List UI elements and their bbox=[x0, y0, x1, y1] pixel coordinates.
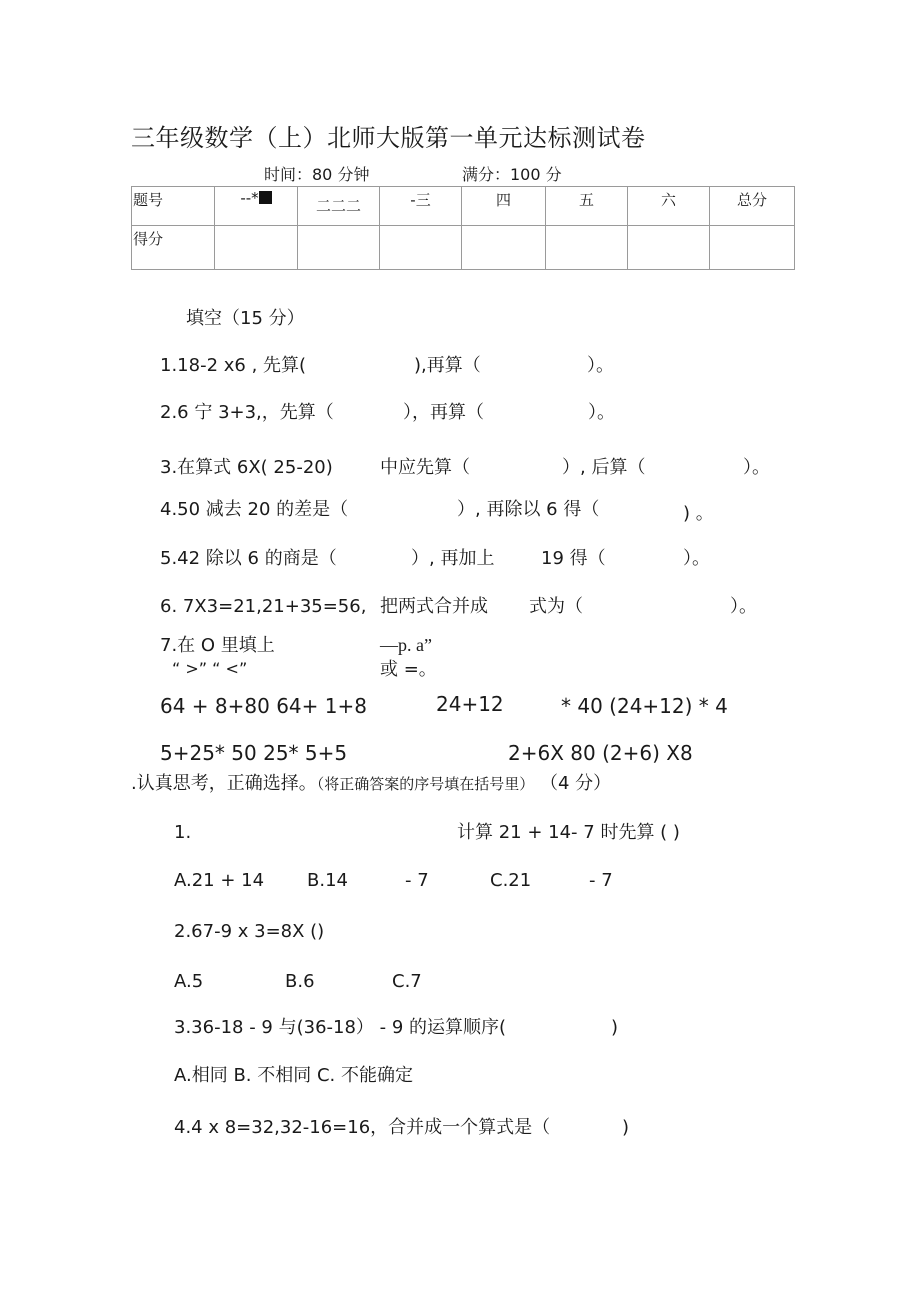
q2-part-b: ），再算（ bbox=[403, 402, 484, 423]
table-header-cell bbox=[215, 187, 298, 226]
compare-row1-c: * 40 (24+12) * 4 bbox=[561, 694, 728, 718]
section2-heading-score: （4 分） bbox=[539, 773, 612, 794]
exam-time: 时间：80 分钟 bbox=[264, 165, 370, 184]
choice-q1-number: 1. bbox=[174, 822, 192, 843]
choice-q2-text: 2.67-9 x 3=8X () bbox=[174, 921, 325, 942]
score-cell[interactable] bbox=[546, 226, 628, 270]
q5-part-c: 19 得（ bbox=[541, 548, 606, 569]
q1-part-c: ）。 bbox=[587, 355, 614, 376]
q3-part-b: 中应先算（ bbox=[380, 457, 470, 478]
q5-part-d: ）。 bbox=[683, 548, 710, 569]
choice-q4-close-paren: ) bbox=[622, 1117, 630, 1138]
choice-q1-option-a[interactable]: A.21 + 14 bbox=[174, 870, 265, 891]
q7-part-d: 或 =。 bbox=[380, 659, 437, 680]
q6-part-a: 6. 7X3=21,21+35=56, bbox=[160, 596, 367, 617]
score-cell[interactable] bbox=[298, 226, 380, 270]
q4-part-a: 4.50 减去 20 的差是（ bbox=[160, 499, 349, 520]
table-header-text: 二二二 bbox=[315, 197, 361, 215]
choice-q2-option-b[interactable]: B.6 bbox=[285, 971, 315, 992]
q1-part-b: ),再算（ bbox=[414, 355, 481, 376]
score-cell[interactable] bbox=[628, 226, 710, 270]
table-header-cell: 六 bbox=[628, 187, 710, 226]
q5-part-b: ）, 再加上 bbox=[411, 548, 495, 569]
compare-row1-b: 24+12 bbox=[436, 692, 504, 716]
q2-part-c: ）。 bbox=[588, 402, 615, 423]
table-row-label: 得分 bbox=[132, 226, 215, 270]
section1-heading: 填空（15 分） bbox=[186, 308, 305, 329]
q3-part-d: ）。 bbox=[743, 457, 770, 478]
table-header-cell: 题号 bbox=[132, 187, 215, 226]
page-title: 三年级数学（上）北师大版第一单元达标测试卷 bbox=[131, 124, 646, 152]
score-table-score-row bbox=[132, 226, 795, 270]
q4-part-c: ) 。 bbox=[683, 503, 714, 524]
choice-q2-option-c[interactable]: C.7 bbox=[392, 971, 422, 992]
table-header-cell: 总分 bbox=[710, 187, 795, 226]
choice-q1-option-c-tail: - 7 bbox=[589, 870, 613, 891]
redaction-block bbox=[259, 191, 272, 204]
choice-q1-option-b[interactable]: B.14 bbox=[307, 870, 348, 891]
q2-part-a: 2.6 宁 3+3,，先算（ bbox=[160, 402, 334, 423]
q6-part-b: 把两式合并成 bbox=[380, 596, 488, 617]
score-cell[interactable] bbox=[462, 226, 546, 270]
full-score: 满分：100 分 bbox=[462, 165, 562, 184]
table-header-cell: -三 bbox=[380, 187, 462, 226]
compare-row2-b: 2+6X 80 (2+6) X8 bbox=[508, 741, 693, 765]
table-header-cell bbox=[298, 187, 380, 226]
compare-row2-a: 5+25* 50 25* 5+5 bbox=[160, 741, 348, 765]
section2-heading-note: （将正确答案的序号填在括号里） bbox=[316, 775, 535, 793]
q6-part-c: 式为（ bbox=[529, 596, 583, 617]
q7-part-a: 7.在 O 里填上 bbox=[160, 635, 275, 656]
score-cell[interactable] bbox=[710, 226, 795, 270]
choice-q1-option-c[interactable]: C.21 bbox=[490, 870, 532, 891]
q3-part-c: ）, 后算（ bbox=[562, 457, 646, 478]
score-table bbox=[131, 186, 795, 270]
q7-part-b: —p. a” bbox=[380, 635, 432, 655]
table-header-cell: 五 bbox=[546, 187, 628, 226]
compare-row1-a: 64 + 8+80 64+ 1+8 bbox=[160, 694, 367, 718]
score-cell[interactable] bbox=[380, 226, 462, 270]
choice-q3-text: 3.36-18 - 9 与(36-18） - 9 的运算顺序( bbox=[174, 1017, 507, 1038]
q3-part-a: 3.在算式 6X( 25-20) bbox=[160, 457, 333, 478]
q6-part-d: ）。 bbox=[730, 596, 757, 617]
choice-q2-option-a[interactable]: A.5 bbox=[174, 971, 204, 992]
table-header-cell: 四 bbox=[462, 187, 546, 226]
table-header-text: --* bbox=[240, 189, 259, 207]
q4-part-b: ）, 再除以 6 得（ bbox=[457, 499, 600, 520]
score-table-header-row bbox=[132, 187, 795, 226]
section2-heading bbox=[131, 775, 611, 793]
choice-q1-text: 计算 21 + 14- 7 时先算 ( ) bbox=[457, 822, 680, 843]
section2-heading-text: .认真思考，正确选择。 bbox=[131, 773, 317, 794]
choice-q3-options: A.相同 B. 不相同 C. 不能确定 bbox=[174, 1065, 413, 1086]
q7-part-c: “ >” “ <” bbox=[172, 659, 248, 678]
q5-part-a: 5.42 除以 6 的商是（ bbox=[160, 548, 337, 569]
q1-part-a: 1.18-2 x6 , 先算( bbox=[160, 355, 307, 376]
choice-q3-close-paren: ) bbox=[611, 1017, 619, 1038]
choice-q1-option-b-tail: - 7 bbox=[405, 870, 429, 891]
score-cell[interactable] bbox=[215, 226, 298, 270]
choice-q4-text: 4.4 x 8=32,32-16=16，合并成一个算式是（ bbox=[174, 1117, 551, 1138]
